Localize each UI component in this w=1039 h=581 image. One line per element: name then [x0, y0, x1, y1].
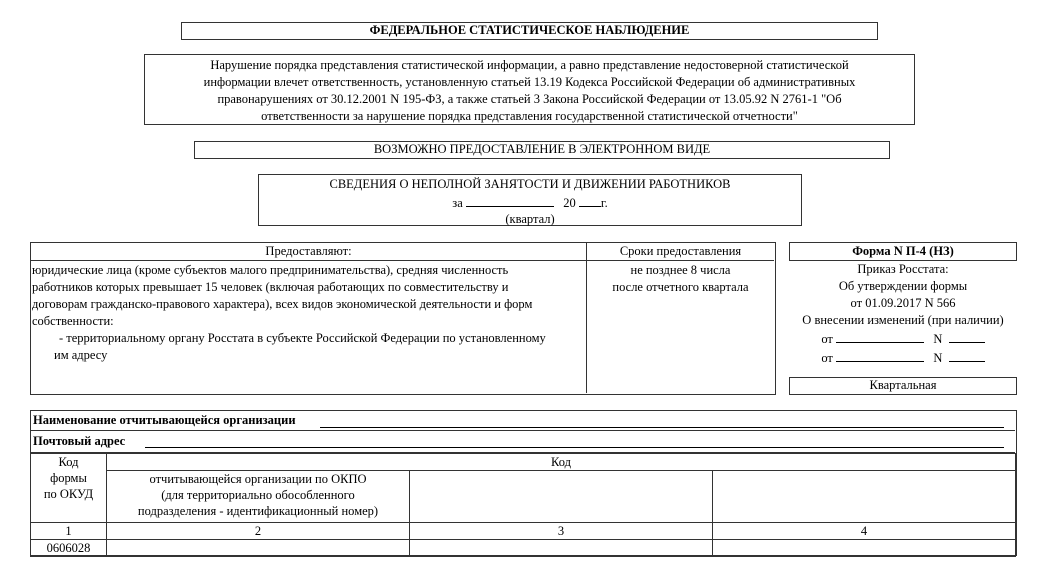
col3-header	[410, 471, 713, 523]
submitters-recipient: - территориальному органу Росстата в субъекте Российской Федерации по установленному	[59, 331, 546, 345]
okpo-header-line: подразделения - идентификационный номер)	[137, 504, 379, 518]
warning-line: Нарушение порядка представления статистической информации, а равно представление недостоверной статистической	[210, 58, 849, 72]
warning-line: правонарушениях от 30.12.2001 N 195-ФЗ, а также статьей 3 Закона Российской Федерации от 13.05.92 N 2761-1 "Об	[217, 92, 842, 106]
warning-line: ответственности за нарушение порядка представления государственной статистической отчетности"	[261, 109, 798, 123]
org-name-field[interactable]	[320, 413, 1004, 428]
okud-header-line: формы	[50, 471, 87, 485]
approval-line: Об утверждении формы	[838, 279, 968, 293]
year-field[interactable]	[579, 193, 601, 207]
okpo-code-cell[interactable]	[107, 540, 410, 557]
okud-header-line: Код	[58, 455, 79, 469]
organization-block	[30, 410, 1017, 556]
org-name-label: Наименование отчитывающейся организации	[33, 413, 296, 427]
submitters-table	[30, 242, 776, 395]
submitters-line: договорам гражданско-правового характера), всех видов экономической деятельности и форм	[32, 297, 533, 311]
amend-number-field[interactable]	[949, 348, 985, 362]
okud-header-line: по ОКУД	[43, 487, 94, 501]
amend-from-label: от	[821, 351, 833, 365]
org-name-row	[31, 411, 1015, 431]
electronic-submission-banner: ВОЗМОЖНО ПРЕДОСТАВЛЕНИЕ В ЭЛЕКТРОННОМ ВИДЕ	[194, 141, 890, 159]
amend-from-label: от	[821, 332, 833, 346]
submitters-header: Предоставляют:	[31, 243, 587, 261]
submitters-line: собственности:	[32, 314, 114, 328]
report-period	[259, 193, 801, 212]
postal-address-field[interactable]	[145, 433, 1004, 448]
okpo-header	[107, 471, 410, 523]
codes-table	[30, 453, 1016, 557]
deadline-line: не позднее 8 числа	[630, 263, 731, 277]
deadline-line: после отчетного квартала	[612, 280, 749, 294]
submitters-line: юридические лица (кроме субъектов малого предпринимательства), средняя численность	[32, 263, 509, 277]
warning-line: информации влечет ответственность, установленную статьей 13.19 Кодекса Российской Федерации об административных	[203, 75, 856, 89]
submitters-line: работников которых превышает 15 человек (включая работающих по совместительству и	[32, 280, 509, 294]
okpo-header-line: (для территориально обособленного	[161, 488, 355, 502]
postal-address-row	[31, 431, 1015, 453]
submitters-recipient: им адресу	[54, 348, 108, 362]
legal-warning	[144, 54, 915, 125]
report-title-box	[258, 174, 802, 226]
col-number: 4	[713, 523, 1016, 540]
approval-line: от 01.09.2017 N 566	[850, 296, 956, 310]
amend-number-field[interactable]	[949, 329, 985, 343]
col-number: 1	[31, 523, 107, 540]
periodicity-badge: Квартальная	[789, 377, 1017, 395]
col4-header	[713, 471, 1016, 523]
year-suffix: г.	[600, 196, 608, 210]
postal-address-label: Почтовый адрес	[33, 434, 126, 448]
col-number: 3	[410, 523, 713, 540]
submitters-body	[31, 261, 587, 393]
approval-line: Приказ Росстата:	[857, 262, 949, 276]
okpo-header-line: отчитывающейся организации по ОКПО	[149, 472, 367, 486]
year-prefix: 20	[563, 196, 576, 210]
form-approval	[789, 261, 1017, 367]
quarter-field[interactable]	[466, 193, 554, 207]
okud-header	[31, 454, 107, 523]
quarter-caption: (квартал)	[505, 212, 555, 226]
col3-code-cell[interactable]	[410, 540, 713, 557]
amend-date-field[interactable]	[836, 329, 924, 343]
amendment-row	[789, 348, 1017, 367]
okud-code-cell: 0606028	[31, 540, 107, 557]
report-title: СВЕДЕНИЯ О НЕПОЛНОЙ ЗАНЯТОСТИ И ДВИЖЕНИИ РАБОТНИКОВ	[329, 177, 731, 191]
amend-date-field[interactable]	[836, 348, 924, 362]
amend-n-label: N	[933, 351, 943, 365]
approval-line: О внесении изменений (при наличии)	[802, 313, 1004, 327]
deadlines-body	[587, 261, 774, 393]
amendment-row	[789, 329, 1017, 348]
period-prefix: за	[452, 196, 463, 210]
amend-n-label: N	[933, 332, 943, 346]
col4-code-cell[interactable]	[713, 540, 1016, 557]
col-number: 2	[107, 523, 410, 540]
form-number: Форма N П-4 (НЗ)	[789, 242, 1017, 261]
federal-observation-title: ФЕДЕРАЛЬНОЕ СТАТИСТИЧЕСКОЕ НАБЛЮДЕНИЕ	[181, 22, 878, 40]
deadlines-header: Сроки предоставления	[587, 243, 774, 261]
code-header: Код	[107, 454, 1016, 471]
